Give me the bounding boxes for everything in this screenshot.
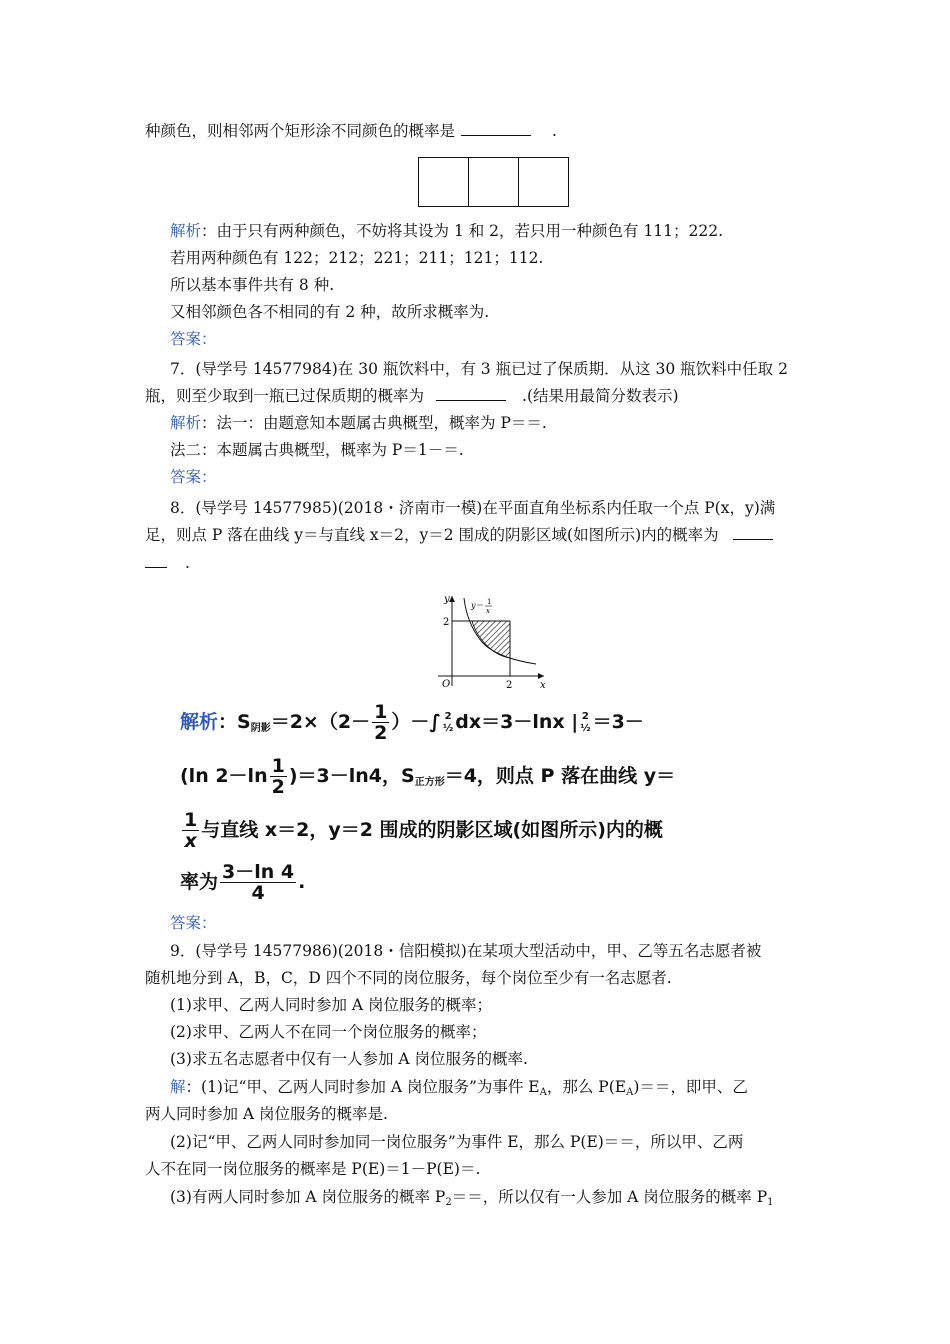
q9-part2: (2)求甲、乙两人不在同一个岗位服务的概率； [170, 1023, 487, 1041]
fraction: $\frac{1}{2}$ [271, 755, 285, 798]
q7-solution-line1: 解析：法一：由题意知本题属古典概型，概率为 P＝＝. [170, 414, 547, 432]
integral-limits: 2 ½ [442, 710, 454, 734]
q8-line3: . [145, 552, 815, 574]
svg-text:2: 2 [443, 617, 450, 628]
q8-solution-line1: 解析：$S_{阴影}=2\times(2-$ $\frac{1}{2}$ ）－∫ 2 ½ dx＝3－lnx | 2 ½ ＝3－ [180, 701, 644, 744]
fraction: $\frac{1}{2}$ [374, 701, 388, 744]
q8-line2: 足，则点 P 落在曲线 y＝与直线 x＝2，y＝2 围成的阴影区域(如图所示)内的概率为 [145, 524, 815, 546]
q9-part1: (1)求甲、乙两人同时参加 A 岗位服务的概率； [170, 996, 493, 1014]
svg-text:x: x [486, 607, 490, 615]
three-rectangles-figure [418, 157, 569, 207]
q9-solution-line5: (3)有两人同时参加 A 岗位服务的概率 $P_2==$，所以仅有一人参加 A 岗位服务的概率 $P_1$ [170, 1188, 774, 1208]
q9-line2: 随机地分到 A，B，C，D 四个不同的岗位服务，每个岗位至少有一名志愿者. [145, 969, 672, 987]
q7-line1: 7．(导学号 14577984)在 30 瓶饮料中，有 3 瓶已过了保质期．从这 30 瓶饮料中任取 2 [170, 360, 788, 378]
q8-line1: 8．(导学号 14577985)(2018・济南市一模)在平面直角坐标系内任取一个点 P(x，y)满 [170, 499, 776, 517]
q8-answer-label: 答案： [170, 914, 217, 932]
q6-solution-line3: 所以基本事件共有 8 种. [170, 276, 335, 294]
x-axis-arrow-icon [538, 673, 544, 679]
answer-blank [436, 386, 506, 401]
q6-answer-label: 答案： [170, 330, 217, 348]
q8-solution-line3: $\frac{1}{x}$ 与直线 x＝2，y＝2 围成的阴影区域(如图所示)内的概 [184, 809, 663, 852]
evaluation-limits: 2 ½ [580, 710, 591, 734]
svg-text:O: O [442, 679, 451, 690]
q9-solution-line1: 解：(1)记“甲、乙两人同时参加 A 岗位服务”为事件 $E_A$，那么 $P(E_A)==$，即甲、乙 [170, 1078, 748, 1098]
q8-solution-line4: 率为 $\frac{3-\ln 4}{4}$ . [180, 861, 306, 904]
q6-solution-line1: 解析：由于只有两种颜色，不妨将其设为 1 和 2，若只用一种颜色有 111；222. [170, 222, 724, 240]
svg-text:y＝: y＝ [471, 601, 484, 610]
q9-solution-line4: 人不在同一岗位服务的概率是 P(E)＝1－P(E)＝. [145, 1160, 481, 1178]
answer-blank [461, 121, 531, 136]
rectangle-2 [469, 158, 519, 206]
q7-line2: 瓶，则至少取到一瓶已过保质期的概率为 .(结果用最简分数表示) [145, 387, 679, 405]
answer-blank-continued [145, 553, 167, 568]
svg-text:1: 1 [487, 598, 492, 606]
svg-text:y: y [444, 594, 450, 605]
q7-answer-label: 答案： [170, 468, 217, 486]
svg-text:x: x [540, 680, 546, 690]
answer-blank [733, 525, 773, 540]
shaded-region [472, 621, 510, 658]
q9-solution-line2: 两人同时参加 A 岗位服务的概率是. [145, 1105, 388, 1123]
q6-solution-line2: 若用两种颜色有 122；212；221；211；121；112. [170, 249, 544, 267]
q7-solution-line2: 法二：本题属古典概型，概率为 P＝1－＝. [170, 441, 464, 459]
q9-part3: (3)求五名志愿者中仅有一人参加 A 岗位服务的概率. [170, 1050, 528, 1068]
rectangle-1 [419, 158, 469, 206]
q6-line1: 种颜色，则相邻两个矩形涂不同颜色的概率是 . [145, 122, 557, 140]
q9-line1: 9．(导学号 14577986)(2018・信阳模拟)在某项大型活动中，甲、乙等五名志愿者被 [170, 942, 762, 960]
y-axis-arrow-icon [449, 596, 455, 602]
fraction: $\frac{1}{x}$ [184, 809, 198, 852]
q8-graph [430, 590, 550, 690]
rectangle-3 [519, 158, 568, 206]
svg-text:2: 2 [506, 680, 513, 690]
q8-solution-line2: (ln 2－ln $\frac{1}{2}$ )＝3－ln4，$S_{正方形}=4$，则点 P 落在曲线 y＝ [180, 755, 676, 798]
q6-solution-line4: 又相邻颜色各不相同的有 2 种，故所求概率为. [170, 303, 490, 321]
fraction: $\frac{3-\ln 4}{4}$ [222, 861, 295, 904]
q9-solution-line3: (2)记“甲、乙两人同时参加同一岗位服务”为事件 E，那么 P(E)＝＝，所以甲、乙两 [170, 1133, 744, 1151]
